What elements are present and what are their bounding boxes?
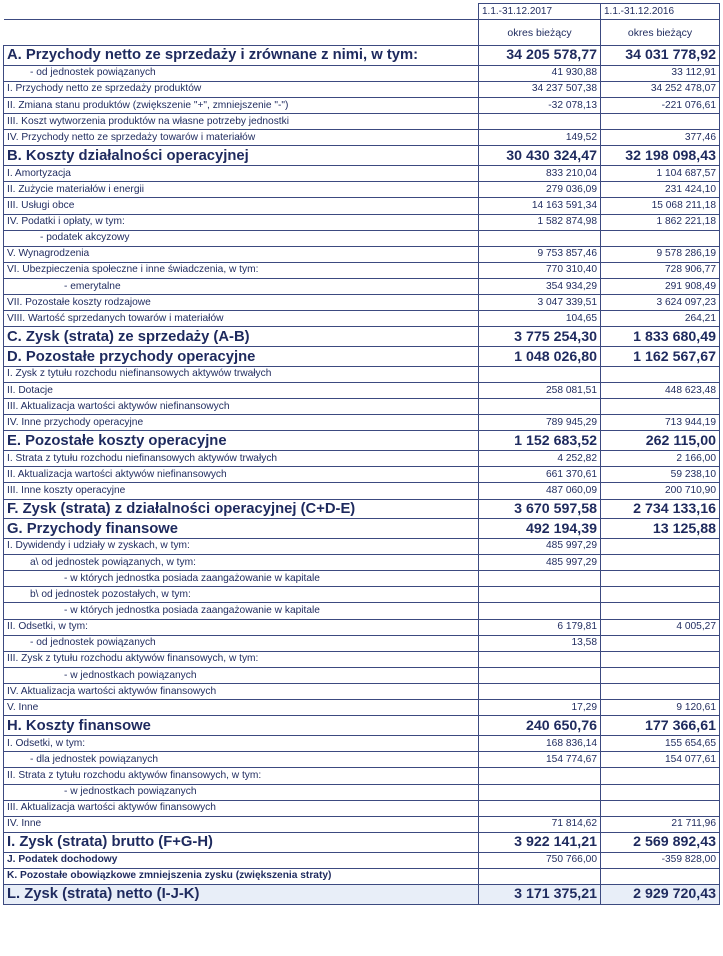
value-2016: 231 424,10 xyxy=(601,182,720,198)
row-label: III. Usługi obce xyxy=(4,198,479,214)
value-2017: 750 766,00 xyxy=(479,852,601,868)
value-2017: 168 836,14 xyxy=(479,736,601,752)
period-header-row xyxy=(4,4,720,20)
row-label: II. Zmiana stanu produktów (zwiększenie "+", zmniejszenie "-") xyxy=(4,97,479,113)
value-2017: 487 060,09 xyxy=(479,483,601,499)
row-label: B. Koszty działalności operacyjnej xyxy=(4,146,479,166)
line-item-row xyxy=(4,736,720,752)
value-2017: 3 047 339,51 xyxy=(479,295,601,311)
row-label: II. Strata z tytułu rozchodu aktywów finansowych, w tym: xyxy=(4,768,479,784)
value-2016: 4 005,27 xyxy=(601,619,720,635)
section-row xyxy=(4,327,720,347)
section-row xyxy=(4,832,720,852)
value-2017: 485 997,29 xyxy=(479,555,601,571)
row-label: L. Zysk (strata) netto (I-J-K) xyxy=(4,884,479,904)
value-2017: 279 036,09 xyxy=(479,182,601,198)
period-label-row xyxy=(4,20,720,46)
value-2016 xyxy=(601,230,720,246)
value-2017: 3 775 254,30 xyxy=(479,327,601,347)
row-label: II. Odsetki, w tym: xyxy=(4,619,479,635)
row-label: G. Przychody finansowe xyxy=(4,519,479,539)
value-2016: 3 624 097,23 xyxy=(601,295,720,311)
value-2017: 354 934,29 xyxy=(479,279,601,295)
row-label: II. Aktualizacja wartości aktywów niefinansowych xyxy=(4,467,479,483)
value-2016: 32 198 098,43 xyxy=(601,146,720,166)
value-2017: 30 430 324,47 xyxy=(479,146,601,166)
value-2017: 1 048 026,80 xyxy=(479,347,601,367)
value-2016 xyxy=(601,571,720,587)
value-2017: 149,52 xyxy=(479,130,601,146)
value-2016: 1 862 221,18 xyxy=(601,214,720,230)
section-row xyxy=(4,519,720,539)
value-2016: 13 125,88 xyxy=(601,519,720,539)
line-item-row xyxy=(4,555,720,571)
value-2016: 448 623,48 xyxy=(601,383,720,399)
value-2016: 155 654,65 xyxy=(601,736,720,752)
row-label: I. Odsetki, w tym: xyxy=(4,736,479,752)
value-2016: 59 238,10 xyxy=(601,467,720,483)
value-2016 xyxy=(601,800,720,816)
value-2016 xyxy=(601,399,720,415)
value-2016 xyxy=(601,684,720,700)
label-2017: okres bieżący xyxy=(479,20,601,46)
value-2017 xyxy=(479,114,601,130)
period-2017: 1.1.-31.12.2017 xyxy=(479,4,601,20)
value-2017: 492 194,39 xyxy=(479,519,601,539)
row-label: IV. Przychody netto ze sprzedaży towarów i materiałów xyxy=(4,130,479,146)
row-label: a\ od jednostek powiązanych, w tym: xyxy=(4,555,479,571)
value-2017: 770 310,40 xyxy=(479,262,601,278)
row-label: V. Wynagrodzenia xyxy=(4,246,479,262)
line-item-row xyxy=(4,700,720,716)
value-2016 xyxy=(601,651,720,667)
row-label: III. Aktualizacja wartości aktywów finansowych xyxy=(4,800,479,816)
line-item-row xyxy=(4,668,720,684)
row-label: - emerytalne xyxy=(4,279,479,295)
row-label: VII. Pozostałe koszty rodzajowe xyxy=(4,295,479,311)
value-2016 xyxy=(601,768,720,784)
row-label: E. Pozostałe koszty operacyjne xyxy=(4,431,479,451)
row-label: - w których jednostka posiada zaangażowanie w kapitale xyxy=(4,571,479,587)
line-item-row xyxy=(4,684,720,700)
value-2017: 41 930,88 xyxy=(479,65,601,81)
value-2016: 154 077,61 xyxy=(601,752,720,768)
value-2016: 377,46 xyxy=(601,130,720,146)
section-row xyxy=(4,146,720,166)
line-item-row xyxy=(4,262,720,278)
line-item-row xyxy=(4,65,720,81)
value-2016: 2 569 892,43 xyxy=(601,832,720,852)
value-2016: 2 166,00 xyxy=(601,451,720,467)
row-label: A. Przychody netto ze sprzedaży i zrównane z nimi, w tym: xyxy=(4,46,479,66)
value-2016: -221 076,61 xyxy=(601,97,720,113)
value-2016: 34 031 778,92 xyxy=(601,46,720,66)
line-item-row xyxy=(4,483,720,499)
value-2016: 9 120,61 xyxy=(601,700,720,716)
value-2017: 13,58 xyxy=(479,635,601,651)
line-item-row xyxy=(4,166,720,182)
value-2016: -359 828,00 xyxy=(601,852,720,868)
value-2016: 1 104 687,57 xyxy=(601,166,720,182)
row-label: I. Przychody netto ze sprzedaży produktów xyxy=(4,81,479,97)
value-2016: 21 711,96 xyxy=(601,816,720,832)
line-item-row xyxy=(4,800,720,816)
line-item-row xyxy=(4,114,720,130)
row-label: VI. Ubezpieczenia społeczne i inne świadczenia, w tym: xyxy=(4,262,479,278)
value-2016 xyxy=(601,868,720,884)
value-2017 xyxy=(479,399,601,415)
value-2016: 15 068 211,18 xyxy=(601,198,720,214)
value-2016 xyxy=(601,114,720,130)
value-2016 xyxy=(601,603,720,619)
section-row xyxy=(4,431,720,451)
value-2017: 833 210,04 xyxy=(479,166,601,182)
value-2017: 4 252,82 xyxy=(479,451,601,467)
value-2017: 14 163 591,34 xyxy=(479,198,601,214)
row-label: I. Amortyzacja xyxy=(4,166,479,182)
row-label: - od jednostek powiązanych xyxy=(4,635,479,651)
line-item-row xyxy=(4,279,720,295)
row-label: VIII. Wartość sprzedanych towarów i materiałów xyxy=(4,311,479,327)
value-2017 xyxy=(479,603,601,619)
section-row xyxy=(4,347,720,367)
row-label: III. Koszt wytworzenia produktów na własne potrzeby jednostki xyxy=(4,114,479,130)
value-2016 xyxy=(601,635,720,651)
value-2017: 3 670 597,58 xyxy=(479,499,601,519)
row-label: b\ od jednostek pozostałych, w tym: xyxy=(4,587,479,603)
value-2017: 9 753 857,46 xyxy=(479,246,601,262)
row-label: - w jednostkach powiązanych xyxy=(4,668,479,684)
value-2017: 485 997,29 xyxy=(479,538,601,554)
value-2017: 258 081,51 xyxy=(479,383,601,399)
value-2016 xyxy=(601,784,720,800)
line-item-row xyxy=(4,868,720,884)
period-2016: 1.1.-31.12.2016 xyxy=(601,4,720,20)
value-2017 xyxy=(479,684,601,700)
row-label: I. Dywidendy i udziały w zyskach, w tym: xyxy=(4,538,479,554)
line-item-row xyxy=(4,130,720,146)
section-row xyxy=(4,884,720,904)
value-2017: 154 774,67 xyxy=(479,752,601,768)
value-2017 xyxy=(479,768,601,784)
row-label: V. Inne xyxy=(4,700,479,716)
line-item-row xyxy=(4,587,720,603)
line-item-row xyxy=(4,97,720,113)
value-2017: 34 205 578,77 xyxy=(479,46,601,66)
row-label: IV. Inne przychody operacyjne xyxy=(4,415,479,431)
value-2016: 33 112,91 xyxy=(601,65,720,81)
line-item-row xyxy=(4,451,720,467)
value-2016: 713 944,19 xyxy=(601,415,720,431)
row-label: - dla jednostek powiązanych xyxy=(4,752,479,768)
label-2016: okres bieżący xyxy=(601,20,720,46)
value-2017 xyxy=(479,366,601,382)
value-2016 xyxy=(601,555,720,571)
income-statement xyxy=(3,3,719,905)
row-label: - w jednostkach powiązanych xyxy=(4,784,479,800)
row-label: - w których jednostka posiada zaangażowanie w kapitale xyxy=(4,603,479,619)
row-label: II. Dotacje xyxy=(4,383,479,399)
value-2017 xyxy=(479,651,601,667)
value-2016 xyxy=(601,538,720,554)
line-item-row xyxy=(4,467,720,483)
line-item-row xyxy=(4,415,720,431)
header-blank-cell xyxy=(4,4,479,20)
row-label: I. Strata z tytułu rozchodu niefinansowych aktywów trwałych xyxy=(4,451,479,467)
row-label: III. Aktualizacja wartości aktywów niefinansowych xyxy=(4,399,479,415)
line-item-row xyxy=(4,230,720,246)
section-row xyxy=(4,716,720,736)
row-label: III. Inne koszty operacyjne xyxy=(4,483,479,499)
section-row xyxy=(4,46,720,66)
value-2017: 3 922 141,21 xyxy=(479,832,601,852)
row-label: - od jednostek powiązanych xyxy=(4,65,479,81)
line-item-row xyxy=(4,651,720,667)
line-item-row xyxy=(4,635,720,651)
row-label: IV. Aktualizacja wartości aktywów finansowych xyxy=(4,684,479,700)
value-2017 xyxy=(479,868,601,884)
line-item-row xyxy=(4,603,720,619)
value-2016: 728 906,77 xyxy=(601,262,720,278)
value-2017 xyxy=(479,571,601,587)
value-2016 xyxy=(601,668,720,684)
value-2017: 6 179,81 xyxy=(479,619,601,635)
value-2016: 291 908,49 xyxy=(601,279,720,295)
section-row xyxy=(4,499,720,519)
row-label: D. Pozostałe przychody operacyjne xyxy=(4,347,479,367)
value-2016 xyxy=(601,587,720,603)
value-2017 xyxy=(479,668,601,684)
line-item-row xyxy=(4,399,720,415)
value-2017 xyxy=(479,784,601,800)
value-2017 xyxy=(479,587,601,603)
value-2017: 1 582 874,98 xyxy=(479,214,601,230)
value-2016: 262 115,00 xyxy=(601,431,720,451)
line-item-row xyxy=(4,619,720,635)
value-2016: 1 162 567,67 xyxy=(601,347,720,367)
row-label: C. Zysk (strata) ze sprzedaży (A-B) xyxy=(4,327,479,347)
line-item-row xyxy=(4,295,720,311)
value-2016: 9 578 286,19 xyxy=(601,246,720,262)
line-item-row xyxy=(4,784,720,800)
line-item-row xyxy=(4,81,720,97)
line-item-row xyxy=(4,182,720,198)
value-2016: 2 929 720,43 xyxy=(601,884,720,904)
line-item-row xyxy=(4,768,720,784)
value-2017: 34 237 507,38 xyxy=(479,81,601,97)
value-2016: 200 710,90 xyxy=(601,483,720,499)
value-2017: 1 152 683,52 xyxy=(479,431,601,451)
row-label: III. Zysk z tytułu rozchodu aktywów finansowych, w tym: xyxy=(4,651,479,667)
line-item-row xyxy=(4,311,720,327)
line-item-row xyxy=(4,198,720,214)
line-item-row xyxy=(4,852,720,868)
value-2017: 71 814,62 xyxy=(479,816,601,832)
value-2017 xyxy=(479,800,601,816)
value-2016: 264,21 xyxy=(601,311,720,327)
line-item-row xyxy=(4,383,720,399)
value-2017: 17,29 xyxy=(479,700,601,716)
value-2017: 104,65 xyxy=(479,311,601,327)
line-item-row xyxy=(4,366,720,382)
line-item-row xyxy=(4,214,720,230)
row-label: II. Zużycie materiałów i energii xyxy=(4,182,479,198)
line-item-row xyxy=(4,246,720,262)
row-label: H. Koszty finansowe xyxy=(4,716,479,736)
header-blank-cell xyxy=(4,20,479,46)
row-label: J. Podatek dochodowy xyxy=(4,852,479,868)
value-2016: 34 252 478,07 xyxy=(601,81,720,97)
value-2017: 240 650,76 xyxy=(479,716,601,736)
line-item-row xyxy=(4,571,720,587)
row-label: I. Zysk z tytułu rozchodu niefinansowych aktywów trwałych xyxy=(4,366,479,382)
value-2017: 789 945,29 xyxy=(479,415,601,431)
value-2016: 2 734 133,16 xyxy=(601,499,720,519)
value-2016: 1 833 680,49 xyxy=(601,327,720,347)
value-2016 xyxy=(601,366,720,382)
value-2017: 661 370,61 xyxy=(479,467,601,483)
value-2016: 177 366,61 xyxy=(601,716,720,736)
row-label: K. Pozostałe obowiązkowe zmniejszenia zysku (zwiększenia straty) xyxy=(4,868,479,884)
row-label: F. Zysk (strata) z działalności operacyjnej (C+D-E) xyxy=(4,499,479,519)
row-label: IV. Podatki i opłaty, w tym: xyxy=(4,214,479,230)
row-label: I. Zysk (strata) brutto (F+G-H) xyxy=(4,832,479,852)
line-item-row xyxy=(4,816,720,832)
row-label: - podatek akcyzowy xyxy=(4,230,479,246)
value-2017: 3 171 375,21 xyxy=(479,884,601,904)
line-item-row xyxy=(4,538,720,554)
line-item-row xyxy=(4,752,720,768)
value-2017 xyxy=(479,230,601,246)
income-statement-table xyxy=(3,3,720,905)
value-2017: -32 078,13 xyxy=(479,97,601,113)
row-label: IV. Inne xyxy=(4,816,479,832)
